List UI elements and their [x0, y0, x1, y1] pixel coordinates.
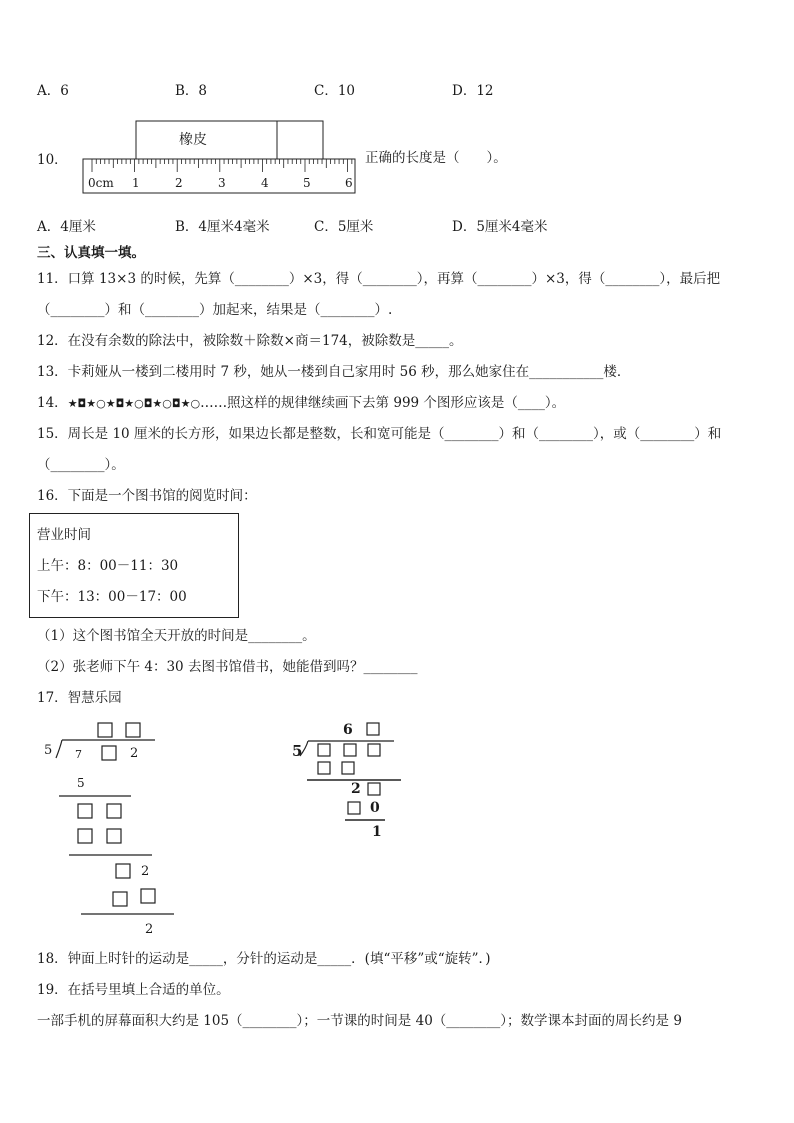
q10-option-a: A．4厘米 [37, 219, 96, 235]
q11-line1: 11．口算 13×3 的时候，先算（________）×3，得（________），再算（________）×3，得（________），最后把 [37, 271, 721, 287]
digit-box [107, 829, 121, 843]
digit-box [368, 744, 380, 756]
right-divisor: 5 [292, 742, 303, 760]
division-bracket [56, 740, 62, 758]
q12-text: 12．在没有余数的除法中，被除数＋除数×商＝174，被除数是_____。 [37, 333, 463, 349]
q10-option-b: B．4厘米4毫米 [175, 219, 270, 235]
digit-box [348, 802, 360, 814]
left-remainder: 2 [145, 922, 154, 937]
q17-title: 17．智慧乐园 [37, 690, 122, 706]
digit-box [98, 723, 112, 737]
right-step2-digit: 2 [351, 781, 361, 797]
digit-box [78, 829, 92, 843]
q19-intro: 19．在括号里填上合适的单位。 [37, 982, 230, 998]
q9-option-d: D．12 [452, 83, 494, 99]
left-dividend-first: 7 [75, 748, 82, 761]
q14-suffix: ……照这样的规律继续画下去第 999 个图形应该是（____）。 [200, 395, 566, 411]
q18-text: 18．钟面上时针的运动是_____，分针的运动是_____．(填“平移”或“旋转”．) [37, 951, 491, 967]
q15-line1: 15．周长是 10 厘米的长方形，如果边长都是整数，长和宽可能是（________）和（________），或（________）和 [37, 426, 722, 442]
ruler-tick-label: 5 [303, 176, 311, 190]
q9-option-a: A．6 [37, 83, 69, 99]
ruler-unit-label: 0cm [88, 176, 114, 190]
right-remainder: 1 [372, 824, 382, 840]
right-step3-digit: 0 [370, 800, 380, 816]
q13-text: 13．卡莉娅从一楼到二楼用时 7 秒，她从一楼到自己家用时 56 秒，那么她家住在___________楼． [37, 364, 631, 380]
digit-box [318, 744, 330, 756]
ruler-tick-label: 3 [218, 176, 226, 190]
digit-box [107, 804, 121, 818]
right-quotient-first: 6 [343, 722, 353, 738]
left-step3-digit: 2 [141, 864, 150, 879]
digit-box [116, 864, 130, 878]
ruler-tick-label: 4 [261, 176, 269, 190]
left-dividend-last: 2 [130, 746, 139, 761]
q10-question: 正确的长度是（ ）。 [365, 150, 507, 166]
q10-option-d: D．5厘米4毫米 [452, 219, 548, 235]
q19-line: 一部手机的屏幕面积大约是 105（________）；一节课的时间是 40（________）；数学课本封面的周长约是 9 [37, 1013, 682, 1029]
left-divisor: 5 [44, 743, 53, 758]
q15-line2: （________）。 [37, 457, 125, 473]
digit-box [367, 723, 379, 735]
digit-box [344, 744, 356, 756]
q16-intro: 16．下面是一个图书馆的阅览时间： [37, 488, 257, 504]
schedule-afternoon: 下午：13：00－17：00 [37, 589, 187, 605]
digit-box [78, 804, 92, 818]
q9-option-c: C．10 [314, 83, 356, 99]
section-title: 三、认真填一填。 [37, 245, 145, 261]
digit-box [113, 892, 127, 906]
left-step1: 5 [77, 776, 85, 790]
digit-box [141, 889, 155, 903]
ruler-tick-label: 6 [345, 176, 353, 190]
schedule-morning: 上午：8：00－11：30 [37, 558, 179, 574]
digit-box [342, 762, 354, 774]
digit-box [126, 723, 140, 737]
q10-number: 10． [37, 152, 68, 168]
q16-sub1: （1）这个图书馆全天开放的时间是________。 [37, 628, 316, 644]
q10-option-c: C．5厘米 [314, 219, 374, 235]
ruler-tick-label: 2 [175, 176, 183, 190]
q9-option-b: B．8 [175, 83, 208, 99]
q14-pattern: ★◘★○★◘★○◘★○◘★○ [67, 397, 201, 410]
q11-line2: （________）和（________）加起来，结果是（________）. [37, 302, 393, 318]
schedule-title: 营业时间 [37, 527, 91, 543]
digit-box [368, 783, 380, 795]
digit-box [102, 746, 116, 760]
ruler-tick-label: 1 [132, 176, 140, 190]
digit-box [318, 762, 330, 774]
q16-sub2: （2）张老师下午 4：30 去图书馆借书，她能借到吗？________ [37, 659, 418, 675]
q14-prefix: 14． [37, 395, 68, 411]
eraser-label: 橡皮 [179, 132, 207, 148]
